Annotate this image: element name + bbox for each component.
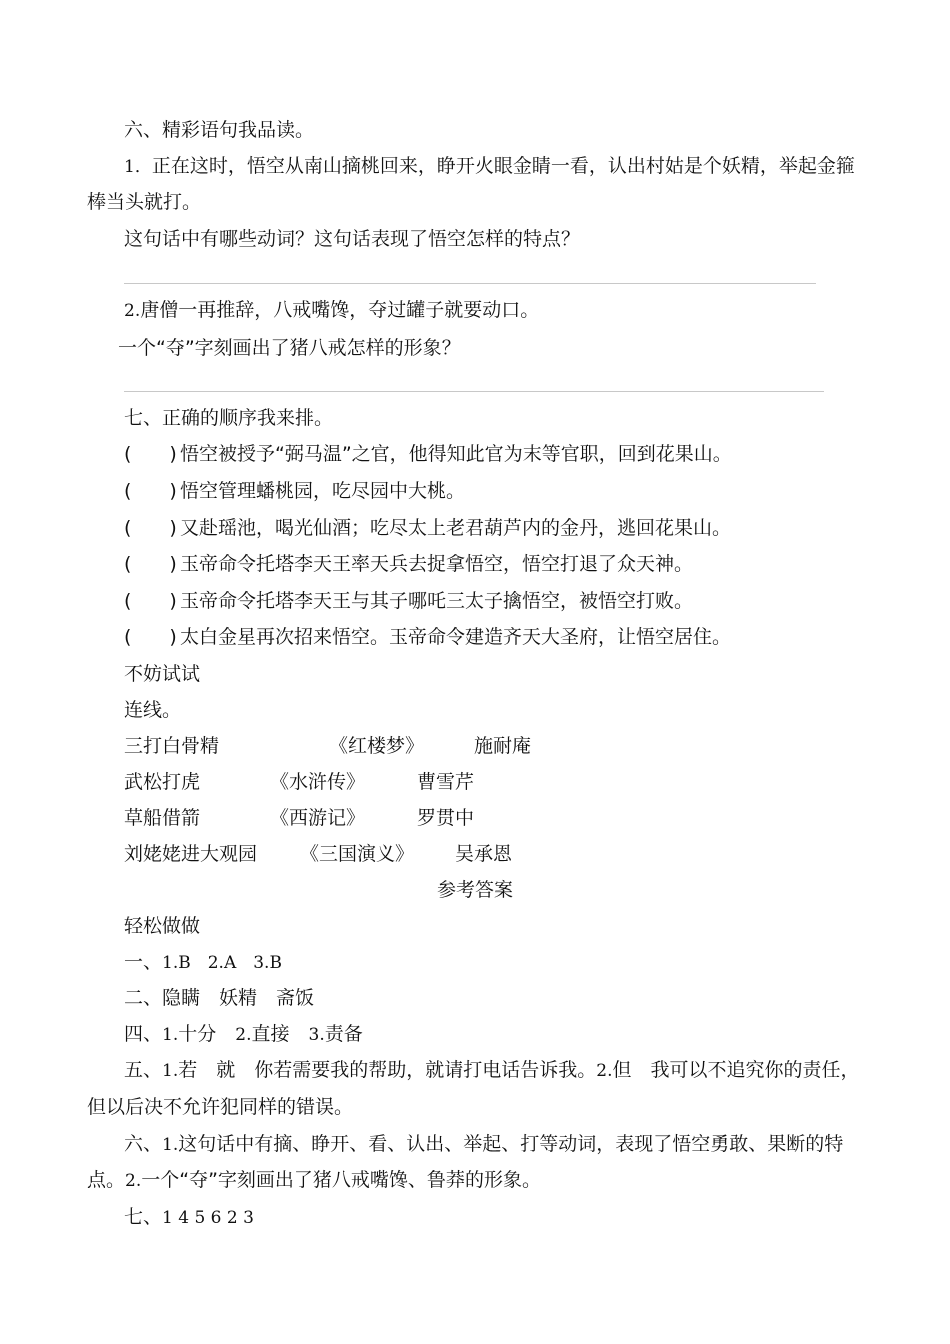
section6-title: 六、精彩语句我品读。 [124,119,315,141]
match-story[interactable]: 草船借箭 [124,807,201,829]
answer-1-text: 1.B 2.A 3.B [162,953,282,973]
order-item [124,551,693,577]
answer-6-line2a: 点。 [87,1169,126,1191]
q2-question: 一个“夺”字刻画出了猪八戒怎样的形象？ [118,337,461,359]
answer-5-line2: 但以后决不允许犯同样的错误。 [87,1096,354,1118]
match-book[interactable]: 《三国演义》 [300,843,415,865]
order-item-text: 悟空被授予“弼马温”之官，他得知此官为末等官职，回到花果山。 [180,443,732,465]
order-item [124,515,731,541]
answer-6-line1 [124,1131,843,1158]
answer-1-label: 一、 [124,951,163,973]
match-author[interactable]: 吴承恩 [455,843,513,865]
answer-4-t3: 责备 [324,1023,363,1045]
match-book[interactable]: 《水浒传》 [270,771,366,793]
answer-6-n2: 2. [125,1171,142,1191]
order-item-text: 悟空管理蟠桃园，吃尽园中大桃。 [180,480,466,502]
section7-title: 七、正确的顺序我来排。 [124,407,334,429]
answer-5-t1: 若 就 你若需要我的帮助，就请打电话告诉我。 [178,1059,597,1081]
q2-text: 唐僧一再推辞，八戒嘴馋，夺过罐子就要动口。 [140,299,540,321]
q2-number: 2. [124,301,141,321]
answer-4-n1: 1. [162,1025,179,1045]
order-blank[interactable]: ( ) [124,626,177,648]
answer-5-label: 五、 [124,1059,163,1081]
answers-subtitle: 轻松做做 [124,915,201,937]
match-book[interactable]: 《红楼梦》 [329,735,425,757]
order-blank[interactable]: ( ) [124,553,177,575]
answer-5-n1: 1. [162,1061,179,1081]
q1-question: 这句话中有哪些动词？这句话表现了悟空怎样的特点？ [124,228,581,250]
match-story[interactable]: 三打白骨精 [124,735,220,757]
order-blank[interactable]: ( ) [124,480,177,502]
answer-4 [124,1021,363,1048]
q1-line2: 棒当头就打。 [87,191,202,213]
answer-7-label: 七、 [124,1206,163,1228]
order-blank[interactable]: ( ) [124,443,177,465]
answer-6-line2b: 一个“夺”字刻画出了猪八戒嘴馋、鲁莽的形象。 [141,1169,541,1191]
answer-4-label: 四、 [124,1023,163,1045]
order-item [124,478,465,504]
tryit-instruction: 连线。 [124,699,182,721]
match-author[interactable]: 曹雪芹 [417,771,475,793]
answer-6-n1: 1. [162,1135,179,1155]
answer-6-t1: 这句话中有摘、睁开、看、认出、举起、打等动词，表现了悟空勇敢、果断的特 [178,1133,844,1155]
answer-line-2[interactable] [124,391,824,392]
order-item [124,588,693,614]
order-blank[interactable]: ( ) [124,590,177,612]
answer-6-label: 六、 [124,1133,163,1155]
q1-text-a: 正在这时，悟空从南山摘桃回来，睁开火眼金睛一看，认出村姑是个妖精，举起金箍 [151,155,855,177]
order-blank[interactable]: ( ) [124,517,177,539]
order-item-text: 玉帝命令托塔李天王率天兵去捉拿悟空，悟空打退了众天神。 [180,553,694,575]
match-author[interactable]: 施耐庵 [474,735,532,757]
match-story[interactable]: 刘姥姥进大观园 [124,843,258,865]
match-book[interactable]: 《西游记》 [270,807,366,829]
answer-5-t2: 但 我可以不追究你的责任， [612,1059,860,1081]
answer-line-1[interactable] [124,283,816,284]
answer-7 [124,1204,254,1231]
answer-4-t1: 十分 [178,1023,236,1045]
order-item [124,624,731,650]
answer-4-n3: 3. [308,1025,325,1045]
answers-title: 参考答案 [437,879,514,901]
order-item [124,441,732,467]
tryit-title: 不妨试试 [124,663,201,685]
answer-4-t2: 直接 [251,1023,309,1045]
answer-2: 二、隐瞒 妖精 斋饭 [124,987,315,1009]
order-item-text: 太白金星再次招来悟空。玉帝命令建造齐天大圣府，让悟空居住。 [180,626,732,648]
answer-5-n2: 2. [596,1061,613,1081]
q1-number: 1． [124,157,152,177]
match-story[interactable]: 武松打虎 [124,771,201,793]
answer-1 [124,949,282,976]
match-author[interactable]: 罗贯中 [417,807,475,829]
order-item-text: 玉帝命令托塔李天王与其子哪吒三太子擒悟空，被悟空打败。 [180,590,694,612]
q2-line [124,297,539,324]
answer-5-line1 [124,1057,860,1084]
answer-7-text: 1 4 5 6 2 3 [162,1208,254,1228]
q1-line1 [124,153,855,180]
order-item-text: 又赴瑶池，喝光仙酒；吃尽太上老君葫芦内的金丹，逃回花果山。 [180,517,732,539]
answer-6-line2 [87,1167,541,1194]
answer-4-n2: 2. [235,1025,252,1045]
